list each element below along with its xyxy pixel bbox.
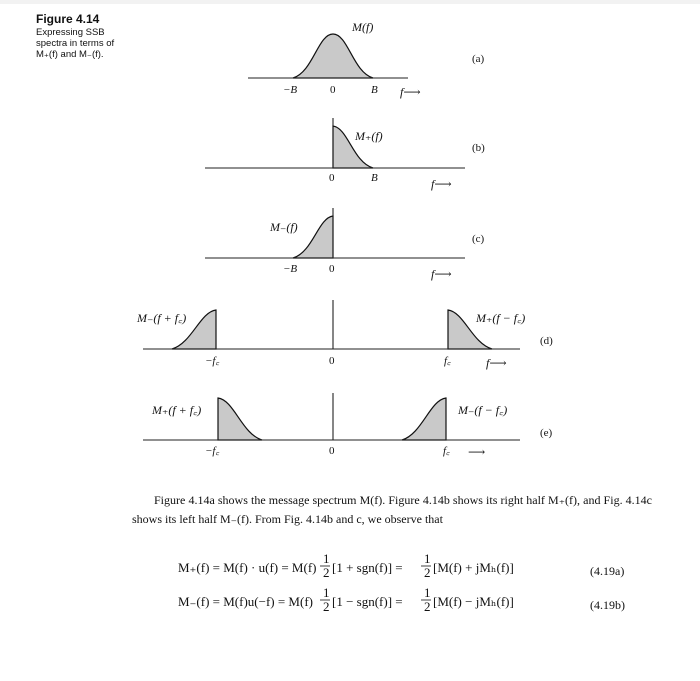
panel-c	[205, 208, 485, 281]
eq2-frac-den: 2	[323, 599, 330, 614]
panel-e-zero: 0	[329, 445, 335, 457]
figure-number: Figure 4.14	[36, 12, 100, 26]
panel-e	[143, 393, 553, 459]
figure-caption-text: Expressing SSB spectra in terms of M₊(f) and M₋(f).	[36, 27, 115, 60]
body-paragraph: Figure 4.14a shows the message spectrum M(f). Figure 4.14b shows its right half M₊(f), and Fig. 4.14c shows its left half M₋(f). From Fig. 4.14b and c, we observe that	[132, 493, 652, 526]
panel-d-tag: (d)	[540, 335, 553, 347]
panel-a-tag: (a)	[472, 53, 485, 65]
panel-d-zero: 0	[329, 355, 335, 367]
panel-d-left-label: M₋(f + f꜀)	[137, 311, 187, 325]
equation-4-19b	[178, 585, 514, 614]
eq2-rhs: [M(f) − jMₕ(f)]	[433, 594, 514, 609]
panel-a	[248, 20, 485, 99]
eq2-frac2-den: 2	[424, 599, 431, 614]
panel-b-curve-label: M₊(f)	[355, 129, 383, 143]
panel-a-f-arrow: f⟶	[400, 85, 421, 99]
eq1-lhs: M₊(f) = M(f) · u(f) = M(f)	[178, 560, 317, 575]
panel-a-spectrum	[293, 34, 373, 78]
eq2-frac-num: 1	[323, 585, 330, 600]
eq2-mid: [1 − sgn(f)] =	[332, 594, 403, 609]
eq2-frac2-num: 1	[424, 585, 431, 600]
panel-b	[205, 118, 485, 191]
eq1-frac2-den: 2	[424, 565, 431, 580]
panel-e-right-label: M₋(f − f꜀)	[458, 403, 508, 417]
panel-d	[136, 300, 553, 370]
panel-a-curve-label: M(f)	[352, 20, 374, 34]
panel-a-zero: 0	[330, 84, 336, 96]
panel-e-neg-tick: −f꜀	[205, 445, 220, 457]
panel-d-pos-tick: f꜀	[444, 355, 451, 367]
panel-c-zero: 0	[329, 263, 335, 275]
panel-e-left-label: M₊(f + f꜀)	[152, 403, 202, 417]
panel-c-spectrum	[293, 216, 333, 258]
equation-number-4-19b: (4.19b)	[590, 598, 625, 612]
panel-e-left-spectrum	[218, 398, 262, 440]
equation-block	[178, 550, 558, 620]
panel-e-pos-tick: f꜀	[443, 445, 450, 457]
equation-number-4-19a: (4.19a)	[590, 564, 625, 578]
panel-b-pos-tick: B	[371, 172, 378, 184]
eq1-frac2-num: 1	[424, 551, 431, 566]
eq1-mid: [1 + sgn(f)] =	[332, 560, 403, 575]
eq1-frac-den: 2	[323, 565, 330, 580]
panel-a-pos-tick: B	[371, 84, 378, 96]
eq1-frac-num: 1	[323, 551, 330, 566]
panel-c-tag: (c)	[472, 233, 485, 245]
panel-e-tag: (e)	[540, 427, 553, 439]
panel-c-curve-label: M₋(f)	[270, 220, 298, 234]
panel-e-right-spectrum	[402, 398, 446, 440]
panel-d-right-label: M₊(f − f꜀)	[476, 311, 526, 325]
panel-b-tag: (b)	[472, 142, 485, 154]
panel-b-zero: 0	[329, 172, 335, 184]
panel-a-neg-tick: −B	[283, 84, 298, 96]
eq2-lhs: M₋(f) = M(f)u(−f) = M(f)	[178, 594, 313, 609]
eq1-rhs: [M(f) + jMₕ(f)]	[433, 560, 514, 575]
equation-4-19a	[178, 551, 514, 580]
panel-c-neg-tick: −B	[283, 263, 298, 275]
panel-d-f-arrow: f⟶	[486, 356, 507, 370]
panel-d-neg-tick: −f꜀	[205, 355, 220, 367]
panel-b-f-arrow: f⟶	[431, 177, 452, 191]
panel-c-f-arrow: f⟶	[431, 267, 452, 281]
panel-e-arrow: ⟶	[468, 445, 486, 459]
